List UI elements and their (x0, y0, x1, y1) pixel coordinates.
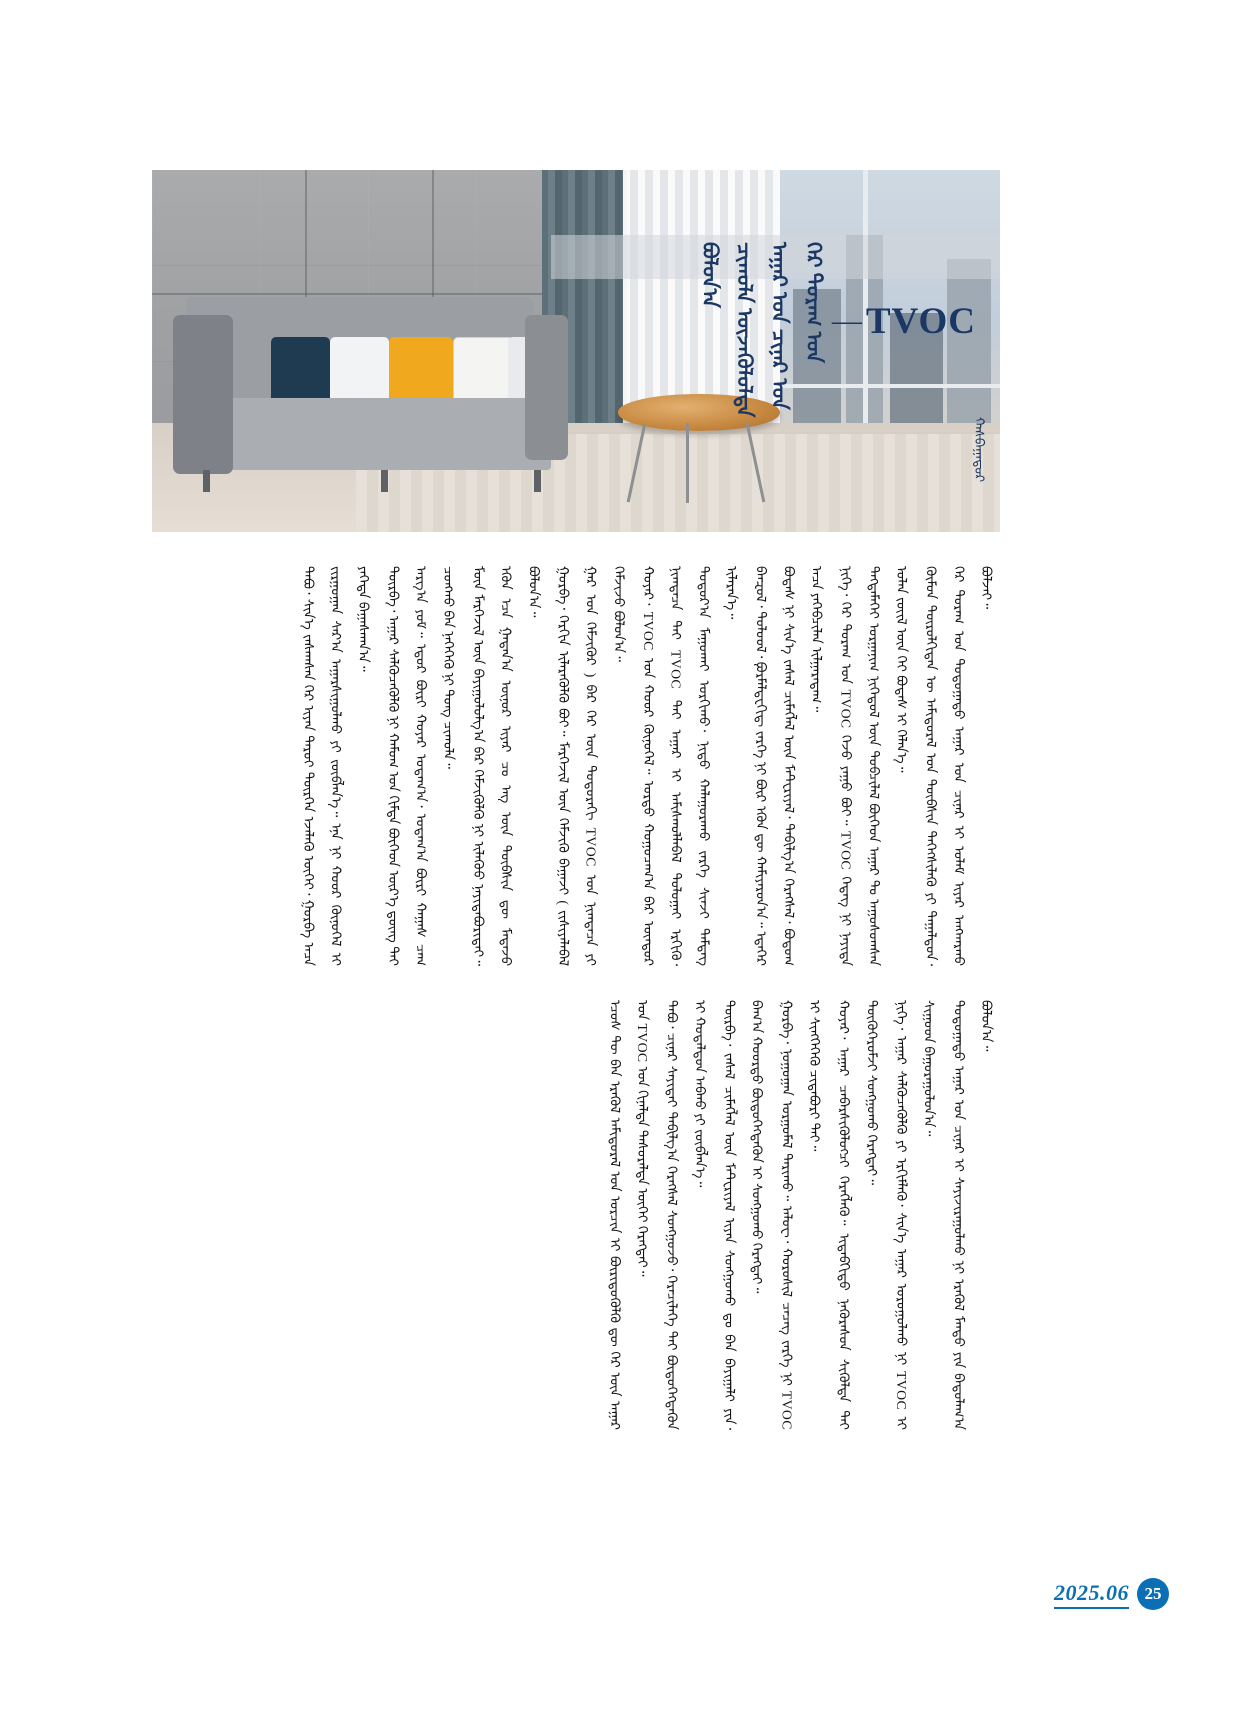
sofa-arm-left (173, 315, 232, 474)
byline-text: ᠬᠠᠰᠪᠠᠭᠠᠲᠤᠷ (972, 416, 987, 482)
sofa-arm-right (525, 315, 567, 460)
article-body-lower (120, 1000, 1000, 1470)
article-title-line-1: ᠭᠡᠷ ᠲᠤᠷᠠᠭ ᠤᠨ (801, 242, 826, 363)
page-number: 25 (1137, 1578, 1169, 1610)
wall-seam (152, 293, 542, 295)
sofa-leg (534, 470, 541, 492)
article-title-line-2: ᠠᠭᠠᠷ ᠤᠨ ᠴᠢᠨᠠᠷ ᠤᠨ (767, 242, 792, 410)
text-column: ᠮᠥᠨ ᠮᠡᠷᠭᠡᠵᠢᠯ ᠦᠨ ᠪᠠᠶᠢᠭᠤᠯᠤᠯᠭ᠎ᠠ ᠪᠠᠷ ᠬᠡᠮᠵᠢᠭᠦᠯᠬᠦ ᠨᠢ ᠢᠯᠡᠭᠦᠦ ᠨᠠᠶᠢᠳᠠᠪᠤᠷᠢᠲᠠᠢ᠃ ᠡᠭᠦᠨ ᠡᠴᠡ ᠭᠠᠳᠠᠨ᠎ᠠ ᠦᠨᠦᠷ ᠢᠶᠡᠷ ᠴᠤ ᠡᠩ ᠦᠨ ᠲᠦᠪᠰᠢᠨ ᠳᠦ ᠮᠡᠳᠡᠵᠦ ᠪᠣᠯᠤᠨ᠎ᠠ᠃ (470, 566, 542, 970)
byline (970, 417, 988, 486)
text-column: ᠭᠤᠷᠪᠠ᠂ ᠬᠡᠷᠬᠢᠨ ᠢᠯᠡᠷᠡᠭᠦᠯᠬᠦ ᠪᠤᠢ᠃ ᠮᠡᠷᠭᠡᠵᠢᠯ ᠦᠨ ᠬᠡᠮᠵᠢᠬᠦ ᠪᠠᠭᠠᠵᠢ ( ᠵᠢᠱᠢᠶᠡᠯᠡᠪᠡᠯ ᠭᠠᠷ ᠤᠨ ᠬᠡᠮᠵᠢᠭᠦᠷ ) ᠪᠠᠷ ᠭᠡᠷ ᠦᠨ ᠳᠣᠲᠣᠷᠠᠬᠢ TVOC ᠤᠨ ᠨᠢᠭᠲᠠᠴᠠ ᠶᠢ ᠬᠡᠮᠵᠢᠵᠦ ᠪᠣᠯᠤᠨ᠎ᠠ᠃ (555, 566, 627, 970)
text-column: ᠳᠥᠷᠪᠡ᠂ ᠠᠭᠠᠷ ᠰᠡᠯᠭᠦᠴᠡᠭᠦᠯᠬᠦ ᠨᠢ ᠬᠠᠮᠤᠭ ᠤᠨ ᠬᠢᠮᠳᠠ ᠪᠥᠭᠡᠳ ᠦᠷ᠎ᠡ ᠳ᠋ᠦᠩ ᠲᠡᠢ ᠠᠷᠭ᠎ᠠ ᠶᠤᠮ᠃ ᠡᠳᠦᠷ ᠪᠦᠷᠢ ᠬᠣᠶᠠᠷ ᠤᠳᠠᠭ᠎ᠠ᠂ ᠤᠳᠠᠭ᠎ᠠ ᠪᠦᠷᠢ ᠬᠠᠭᠠᠰ ᠴᠠᠭ ᠴᠣᠩᠬᠣ ᠪᠠᠨ ᠨᠡᠭᠡᠭᠡᠬᠦ ᠨᠢ ᠲᠤᠩ ᠴᠢᠬᠤᠯᠠ᠃ (385, 566, 457, 970)
table-leg (686, 423, 689, 503)
article-title-latin: TVOC (865, 301, 976, 342)
text-column: ᠨᠢᠭᠡ᠂ ᠠᠭᠠᠷ ᠰᠡᠯᠭᠦᠴᠡᠭᠦᠯᠬᠦ ᠶᠢ ᠡᠷᠬᠢᠮᠯᠡᠬᠦ᠂ ᠰᠢᠨ᠎ᠡ ᠠᠭᠠᠷ ᠣᠷᠣᠭᠤᠯᠬᠤ ᠨᠢ TVOC ᠢ ᠰᠢᠭᠤᠳ ᠪᠠᠭᠤᠷᠠᠭᠤᠯᠤᠨ᠎ᠠ᠃ (893, 1000, 937, 1434)
sofa-leg (381, 470, 388, 492)
text-column: ᠬᠦᠮᠦᠨ ᠲᠦᠷᠦᠯᠬᠢᠲᠡᠨ ᠦ ᠠᠮᠢᠳᠤᠷᠠᠯ ᠤᠨ ᠲᠦᠪᠰᠢᠨ ᠳᠡᠭᠡᠭᠰᠢᠯᠡᠬᠦ ᠶᠢ ᠳᠠᠭᠠᠯᠳᠤᠨ᠂ ᠭᠡᠷ ᠲᠤᠷᠠᠭ ᠤᠨ ᠳᠣᠲᠣᠭᠠᠳᠤ ᠠᠭᠠᠷ ᠤᠨ ᠴᠢᠨᠠᠷ ᠢ ᠤᠯᠠᠮ ᠢᠶᠠᠷ ᠠᠩᠬᠠᠷᠬᠤ ᠪᠣᠯᠵᠠᠢ᠃ (923, 566, 994, 970)
text-column: ᠲᠠᠪᠤ᠂ ᠰᠢᠨ᠎ᠡ ᠵᠠᠰᠠᠭᠰᠠᠨ ᠭᠡᠷ ᠢᠶᠡᠨ ᠳᠠᠷᠤᠢ ᠲᠦᠷᠭᠡᠨ ᠡᠵᠡᠯᠡᠬᠦ ᠦᠭᠡᠢ᠂ ᠭᠤᠷᠪᠠ ᠠᠴᠠ ᠵᠢᠷᠭᠤᠭᠠᠨ ᠰᠠᠷ᠎ᠠ ᠠᠭᠠᠷᠰᠢᠭᠤᠯᠬᠤ ᠶᠢ ᠵᠥᠪᠯᠡᠨ᠎ᠡ᠃ ᠡᠨᠡ ᠨᠢ ᠬᠣᠣᠷ ᠬᠥᠨᠥᠭᠡᠯ ᠢ ᠶᠡᠬᠡᠳᠡ ᠪᠠᠭᠠᠰᠬᠠᠨ᠎ᠠ᠃ (300, 566, 372, 970)
sofa-leg (203, 470, 210, 492)
title-dash: — (831, 304, 862, 337)
text-column: ᠡᠴᠦᠰ ᠲᠦ ᠪᠡᠨ ᠡᠷᠡᠭᠦᠯ ᠠᠮᠢᠳᠤᠷᠠᠯ ᠤᠨ ᠣᠷᠴᠢᠨ ᠢ ᠪᠦᠷᠢᠳᠦᠭᠦᠯᠬᠦ ᠳᠦ ᠭᠡᠷ ᠦᠨ ᠠᠭᠠᠷ ᠤᠨ TVOC ᠤᠨ ᠬᠢᠨᠠᠯᠲᠠ ᠲᠠᠰᠤᠷᠠᠯᠲᠠ ᠦᠭᠡᠢ ᠬᠡᠷᠡᠭᠲᠡᠢ᠃ (607, 1000, 650, 1434)
article-title-line-3: ᠴᠢᠬᠤᠯᠠ ᠦᠵᠡᠭᠦᠯᠦᠯᠲᠡ (732, 242, 757, 418)
text-column: ᠲᠠᠪᠤ᠂ ᠴᠢᠨᠠᠷ ᠰᠠᠶᠢᠲᠠᠢ ᠲᠠᠪᠢᠯᠭ᠎ᠠ ᠬᠡᠷᠡᠭᠰᠡᠯ ᠰᠣᠩᠭᠣᠵᠤ᠂ ᠭᠡᠷᠡᠴᠢᠯᠡᠭᠡ ᠲᠡᠢ ᠪᠦᠲᠦᠭᠡᠭᠳᠡᠬᠦᠨ ᠢ ᠬᠤᠳᠠᠯᠳᠤᠨ ᠠᠪᠬᠤ ᠶᠢ ᠵᠥᠪᠯᠡᠨ᠎ᠡ᠃ (664, 1000, 708, 1434)
hero-image (152, 170, 1000, 532)
sofa-seat (177, 398, 550, 470)
page-footer (1054, 1578, 1169, 1610)
text-column: ᠭᠤᠷᠪᠠ᠂ ᠨᠣᠭᠣᠭᠠᠨ ᠤᠷᠭᠤᠮᠠᠯ ᠲᠠᠷᠢᠬᠤ᠃ ᠠᠯᠣᠧ᠂ ᠬᠣᠷᠣᠰᠢᠯ ᠴᠡᠴᠡᠭ ᠵᠡᠷᠭᠡ ᠨᠢ TVOC ᠢ ᠰᠢᠩᠭᠡᠭᠡᠬᠦ ᠴᠢᠳᠠᠪᠤᠷᠢ ᠲᠠᠢ᠃ (779, 1000, 822, 1434)
text-column: ᠨᠢᠭᠡ᠂ ᠭᠡᠷ ᠲᠤᠷᠠᠭ ᠤᠨ TVOC ᠭᠡᠵᠦ ᠶᠠᠭᠤ ᠪᠤᠢ᠃ TVOC ᠭᠡᠳᠡᠭ ᠨᠢ ᠨᠡᠶᠢᠲᠡ ᠳᠡᠭᠳᠡᠮᠡᠬᠡᠢ ᠣᠷᠭᠠᠨᠢᠭ ᠨᠢᠭᠡᠳᠦᠯ ᠦᠨ ᠲᠣᠪᠴᠢᠯᠠᠯ ᠪᠥᠭᠡᠳ ᠠᠭᠠᠷ ᠲᠤ ᠠᠭᠤᠰᠤᠭᠰᠠᠨ ᠣᠯᠠᠨ ᠵᠦᠢᠯ ᠦᠨ ᠬᠡᠢ ᠪᠣᠳᠠᠰ ᠢ ᠬᠡᠯᠡᠨ᠎ᠡ᠃ (838, 566, 909, 970)
article-title (694, 242, 980, 472)
text-column: ᠬᠣᠶᠠᠷ᠂ ᠠᠭᠠᠷ ᠴᠡᠪᠡᠷᠰᠢᠭᠦᠯᠦᠭᠴᠢ ᠬᠡᠷᠡᠭᠯᠡᠬᠦ᠃ ᠢᠳᠡᠪᠬᠢᠲᠦ ᠨᠡᠭᠦᠷᠡᠰᠦᠨ ᠰᠢᠭᠦᠯᠲᠡ ᠲᠡᠢ ᠲᠥᠬᠥᠭᠡᠷᠦᠮᠵᠢ ᠰᠣᠩᠭᠣᠬᠤ ᠬᠡᠷᠡᠭᠲᠡᠢ᠃ (836, 1000, 880, 1434)
text-column: ᠳᠥᠷᠪᠡ᠂ ᠵᠠᠰᠠᠯ ᠴᠢᠮᠡᠭᠯᠡᠯ ᠦᠨ ᠮᠠᠲ᠋ᠧᠷᠢᠶᠠᠯ ᠢᠶᠠᠨ ᠰᠣᠩᠭᠣᠬᠤ ᠳᠤ ᠪᠠᠨ ᠪᠠᠶᠢᠭᠠᠯᠢ ᠶᠢᠨ᠂ ᠪᠠᠭ᠎ᠠ ᠬᠣᠣᠷᠲᠤ ᠪᠦᠲᠦᠭᠡᠭᠳᠡᠬᠦᠨ ᠢ ᠰᠣᠩᠭᠣᠬᠤ ᠬᠡᠷᠡᠭᠲᠡᠢ᠃ (721, 1000, 765, 1434)
text-column: ᠪᠡᠨᠽᠣᠯ᠂ ᠲᠣᠯᠤᠣᠯ᠂ ᠹᠣᠷᠮᠠᠯᠳᠧᠭᠢᠳ᠋ ᠵᠡᠷᠭᠡ ᠨᠢ ᠪᠦᠷ ᠡᠭᠦᠨ ᠳᠦ ᠬᠠᠮᠢᠶᠠᠷᠤᠨ᠎ᠠ᠃ ᠡᠳᠡᠭᠡᠷ ᠪᠣᠳᠠᠰ ᠨᠢ ᠰᠢᠨ᠎ᠡ ᠵᠠᠰᠠᠯ ᠴᠢᠮᠡᠭᠯᠡᠯ ᠦᠨ ᠮᠠᠲ᠋ᠧᠷᠢᠶᠠᠯ᠂ ᠲᠠᠪᠢᠯᠭ᠎ᠠ ᠬᠡᠷᠡᠭᠰᠡᠯ᠂ ᠪᠤᠳᠤᠭ ᠠᠴᠠ ᠶᠡᠬᠡᠪᠴᠢᠯᠡᠨ ᠢᠯᠭᠠᠷᠠᠳᠠᠭ᠃ (753, 566, 824, 970)
text-column: ᠳᠣᠲᠣᠭᠠᠳᠤ ᠠᠭᠠᠷ ᠤᠨ ᠴᠢᠨᠠᠷ ᠢ ᠰᠠᠶᠢᠵᠢᠷᠠᠭᠤᠯᠬᠤ ᠨᠢ ᠡᠷᠡᠭᠦᠯ ᠮᠡᠨᠳᠦ ᠶᠢᠨ ᠪᠠᠲᠤᠯᠠᠭ᠎ᠠ ᠪᠣᠯᠤᠨ᠎ᠠ᠃ (951, 1000, 994, 1434)
text-column: ᠬᠣᠶᠠᠷ᠂ TVOC ᠤᠨ ᠬᠣᠣᠷ ᠬᠥᠨᠥᠭᠡᠯ᠃ ᠤᠷᠲᠤ ᠬᠤᠭᠤᠴᠠᠭ᠎ᠠ ᠪᠠᠷ ᠥᠨᠳᠥᠷ ᠨᠢᠭᠲᠠᠴᠠ ᠲᠠᠢ TVOC ᠲᠠᠢ ᠠᠭᠠᠷ ᠢ ᠠᠮᠢᠰᠬᠤᠯᠯᠠᠪᠠᠯ ᠲᠣᠯᠣᠭᠠᠢ ᠡᠷᠭᠢᠬᠦ᠂ ᠳᠣᠲᠣᠷ᠎ᠠ ᠮᠠᠭᠤᠬᠠᠢ ᠣᠷᠭᠢᠬᠤ᠂ ᠨᠢᠳᠦ ᠬᠠᠯᠠᠭᠤᠷᠠᠬᠤ ᠵᠡᠷᠭᠡ ᠰᠢᠨᠵᠢ ᠲᠡᠮᠳᠡᠭ ᠢᠯᠡᠷᠡᠨ᠎ᠡ᠃ (640, 566, 739, 970)
issue-date: 2025.06 (1054, 1580, 1129, 1609)
article-title-line-4: ᠪᠣᠯᠤᠨ᠎ᠠ (698, 242, 723, 309)
